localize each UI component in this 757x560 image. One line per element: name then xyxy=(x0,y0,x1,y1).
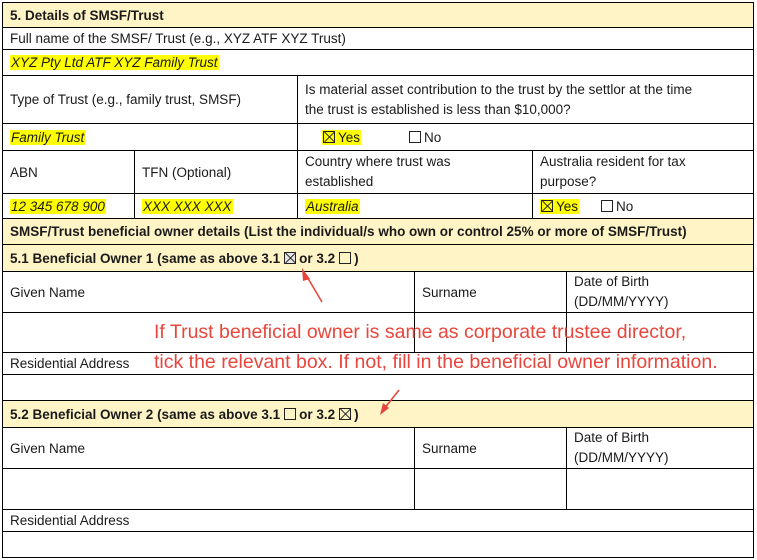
country-label-line2: established xyxy=(305,174,374,189)
owner1-title-mid: or 3.2 xyxy=(299,250,336,266)
owner2-residential-address-label: Residential Address xyxy=(10,513,130,528)
owner2-surname-label: Surname xyxy=(422,440,477,456)
country-value[interactable]: Australia xyxy=(306,198,359,214)
owner1-residential-address-label: Residential Address xyxy=(10,356,130,371)
country-label-line1: Country where trust was xyxy=(305,154,451,169)
abn-value[interactable]: 12 345 678 900 xyxy=(11,198,105,214)
owner2-title-post: ) xyxy=(354,406,359,422)
resident-no-option[interactable]: No xyxy=(601,199,633,214)
owner1-title-pre: 5.1 Beneficial Owner 1 (same as above 3.1 xyxy=(10,250,281,266)
owner1-dob-label-line2: (DD/MM/YYYY) xyxy=(574,294,669,309)
material-asset-question-line2: the trust is established is less than $10,000? xyxy=(305,101,571,117)
resident-label-line2: purpose? xyxy=(540,174,597,189)
annotation-line1: If Trust beneficial owner is same as corporate trustee director, xyxy=(154,321,687,343)
owner2-dob-label-line2: (DD/MM/YYYY) xyxy=(574,450,669,465)
owner1-dob-label-line1: Date of Birth xyxy=(574,274,650,289)
owner2-title-mid: or 3.2 xyxy=(299,406,336,422)
owner1-surname-label: Surname xyxy=(422,284,477,300)
owner2-title-pre: 5.2 Beneficial Owner 2 (same as above 3.1 xyxy=(10,406,281,422)
owner1-title-post: ) xyxy=(354,250,359,266)
fullname-value[interactable]: XYZ Pty Ltd ATF XYZ Family Trust xyxy=(11,55,218,70)
abn-label: ABN xyxy=(10,164,38,180)
arrow-to-owner2-checkbox xyxy=(380,390,399,415)
beneficial-owner-title: SMSF/Trust beneficial owner details (List the individual/s who own or control 25% or more of SMSF/Trust) xyxy=(10,224,687,239)
resident-yes-option[interactable]: Yes xyxy=(540,199,579,214)
arrow-to-owner1-checkbox xyxy=(302,268,322,302)
type-of-trust-label: Type of Trust (e.g., family trust, SMSF) xyxy=(10,92,242,107)
resident-label-line1: Australia resident for tax xyxy=(540,154,686,169)
type-of-trust-value[interactable]: Family Trust xyxy=(11,129,85,145)
material-asset-question-line1: Is material asset contribution to the trust by the settlor at the time xyxy=(305,81,693,97)
material-asset-no-option[interactable]: No xyxy=(409,130,441,145)
section-5-title: 5. Details of SMSF/Trust xyxy=(10,7,164,23)
owner1-given-name-label: Given Name xyxy=(10,284,86,300)
owner2-dob-label-line1: Date of Birth xyxy=(574,430,650,445)
fullname-label: Full name of the SMSF/ Trust (e.g., XYZ ATF XYZ Trust) xyxy=(10,31,346,46)
tfn-label: TFN (Optional) xyxy=(142,164,232,180)
material-asset-yes-option[interactable]: Yes xyxy=(322,130,361,145)
tfn-value[interactable]: XXX XXX XXX xyxy=(143,198,232,214)
owner2-given-name-label: Given Name xyxy=(10,440,86,456)
annotation-line2: tick the relevant box. If not, fill in the beneficial owner information. xyxy=(154,351,718,373)
